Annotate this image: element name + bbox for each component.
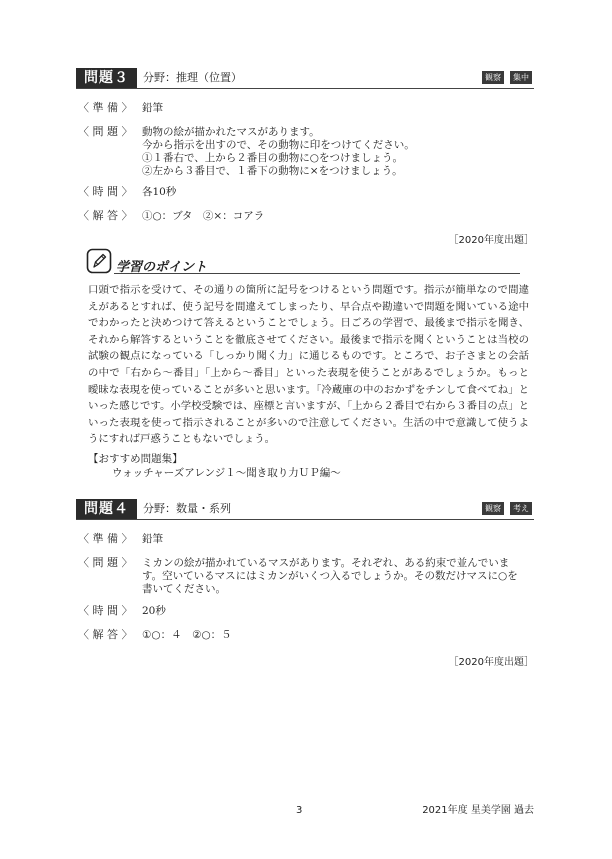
problem4-badge: 問題４ bbox=[76, 499, 137, 519]
problem3-question-line-2: 今から指示を出すので、その動物に印をつけてください。 bbox=[142, 139, 415, 151]
problem3-year: ［2020年度出題］ bbox=[448, 235, 534, 246]
problem4-question-label: 〈 問 題 〉 bbox=[78, 556, 133, 569]
problem4-question-line-2: す。空いているマスにはミカンがいくつ入るでしょうか。その数だけマスに○を bbox=[142, 570, 518, 582]
problem3-prep: 鉛筆 bbox=[142, 102, 163, 114]
point-body: 口頭で指示を受けて、その通りの箇所に記号をつけるという問題です。指示が簡単なので間違えがあるとすれば、使う記号を間違えてしまったり、早合点や勘違いで問題を聞いている途中でわかったと決めつけて答えるということでしょう。日ごろの学習で、最後まで指示を聞き、それから解答するということを徹底させてください。最後まで指示を聞くということは当校の試験の観点になっている「しっかり聞く力」に通じるものです。ところで、お子さまとの会話の中で「右から～番目」「上から～番目」といった表現を使うことがあるでしょうか。もっと曖昧な表現を使っていることが多いと思います。「冷蔵庫の中のおかずをチンして食べてね」といった感じです。小学校受験では、座標と言いますが、「上から２番目で右から３番目の点」といった表現を使って指示されることが多いので注意してください。生活の中で意識して使うようにすれば戸惑うこともないでしょう。 bbox=[88, 284, 529, 446]
problem3-prep-label: 〈 準 備 〉 bbox=[78, 101, 133, 114]
problem4-tag-think: 考え bbox=[510, 502, 532, 515]
problem4-answer-label: 〈 解 答 〉 bbox=[78, 628, 133, 641]
problem3-tag-observe: 観察 bbox=[482, 71, 504, 84]
problem4-question-line-3: 書いてください。 bbox=[142, 583, 226, 595]
point-rule bbox=[114, 273, 520, 274]
problem3-badge: 問題３ bbox=[76, 68, 137, 88]
problem4-time: 20秒 bbox=[142, 605, 166, 617]
problem3-field: 分野：推理（位置） bbox=[143, 71, 242, 84]
problem3-time: 各10秒 bbox=[142, 186, 177, 198]
problem3-question-line-1: 動物の絵が描かれたマスがあります。 bbox=[142, 126, 320, 138]
problem3-answer: ①○：ブタ ②×：コアラ bbox=[142, 210, 265, 222]
problem4-year: ［2020年度出題］ bbox=[448, 657, 534, 668]
problem3-rule bbox=[76, 88, 534, 89]
problem4-prep: 鉛筆 bbox=[142, 533, 163, 545]
problem4-prep-label: 〈 準 備 〉 bbox=[78, 532, 133, 545]
problem3-answer-label: 〈 解 答 〉 bbox=[78, 209, 133, 222]
problem3-tag-focus: 集中 bbox=[510, 71, 532, 84]
problem3-question-label: 〈 問 題 〉 bbox=[78, 125, 133, 138]
problem4-time-label: 〈 時 間 〉 bbox=[78, 604, 133, 617]
problem4-tag-observe: 観察 bbox=[482, 502, 504, 515]
recommend-title: 【おすすめ問題集】 bbox=[88, 453, 183, 465]
problem3-time-label: 〈 時 間 〉 bbox=[78, 185, 133, 198]
problem4-field: 分野：数量・系列 bbox=[143, 502, 231, 515]
problem4-question-line-1: ミカンの絵が描かれているマスがあります。それぞれ、ある約束で並んでいま bbox=[142, 557, 510, 569]
pencil-icon bbox=[86, 248, 112, 274]
point-title: 学習のポイント bbox=[116, 260, 208, 275]
page-number: 3 bbox=[296, 805, 303, 816]
problem3-question-line-4: ②左から３番目で、１番下の動物に×をつけましょう。 bbox=[142, 165, 403, 177]
problem3-question-line-3: ①１番右で、上から２番目の動物に○をつけましょう。 bbox=[142, 152, 403, 164]
problem4-rule bbox=[76, 519, 534, 520]
recommend-item: ウォッチャーズアレンジ１～聞き取り力ＵＰ編～ bbox=[112, 467, 341, 479]
footer-title: 2021年度 星美学園 過去 bbox=[422, 805, 534, 816]
problem4-answer: ①○：４ ②○：５ bbox=[142, 629, 232, 641]
